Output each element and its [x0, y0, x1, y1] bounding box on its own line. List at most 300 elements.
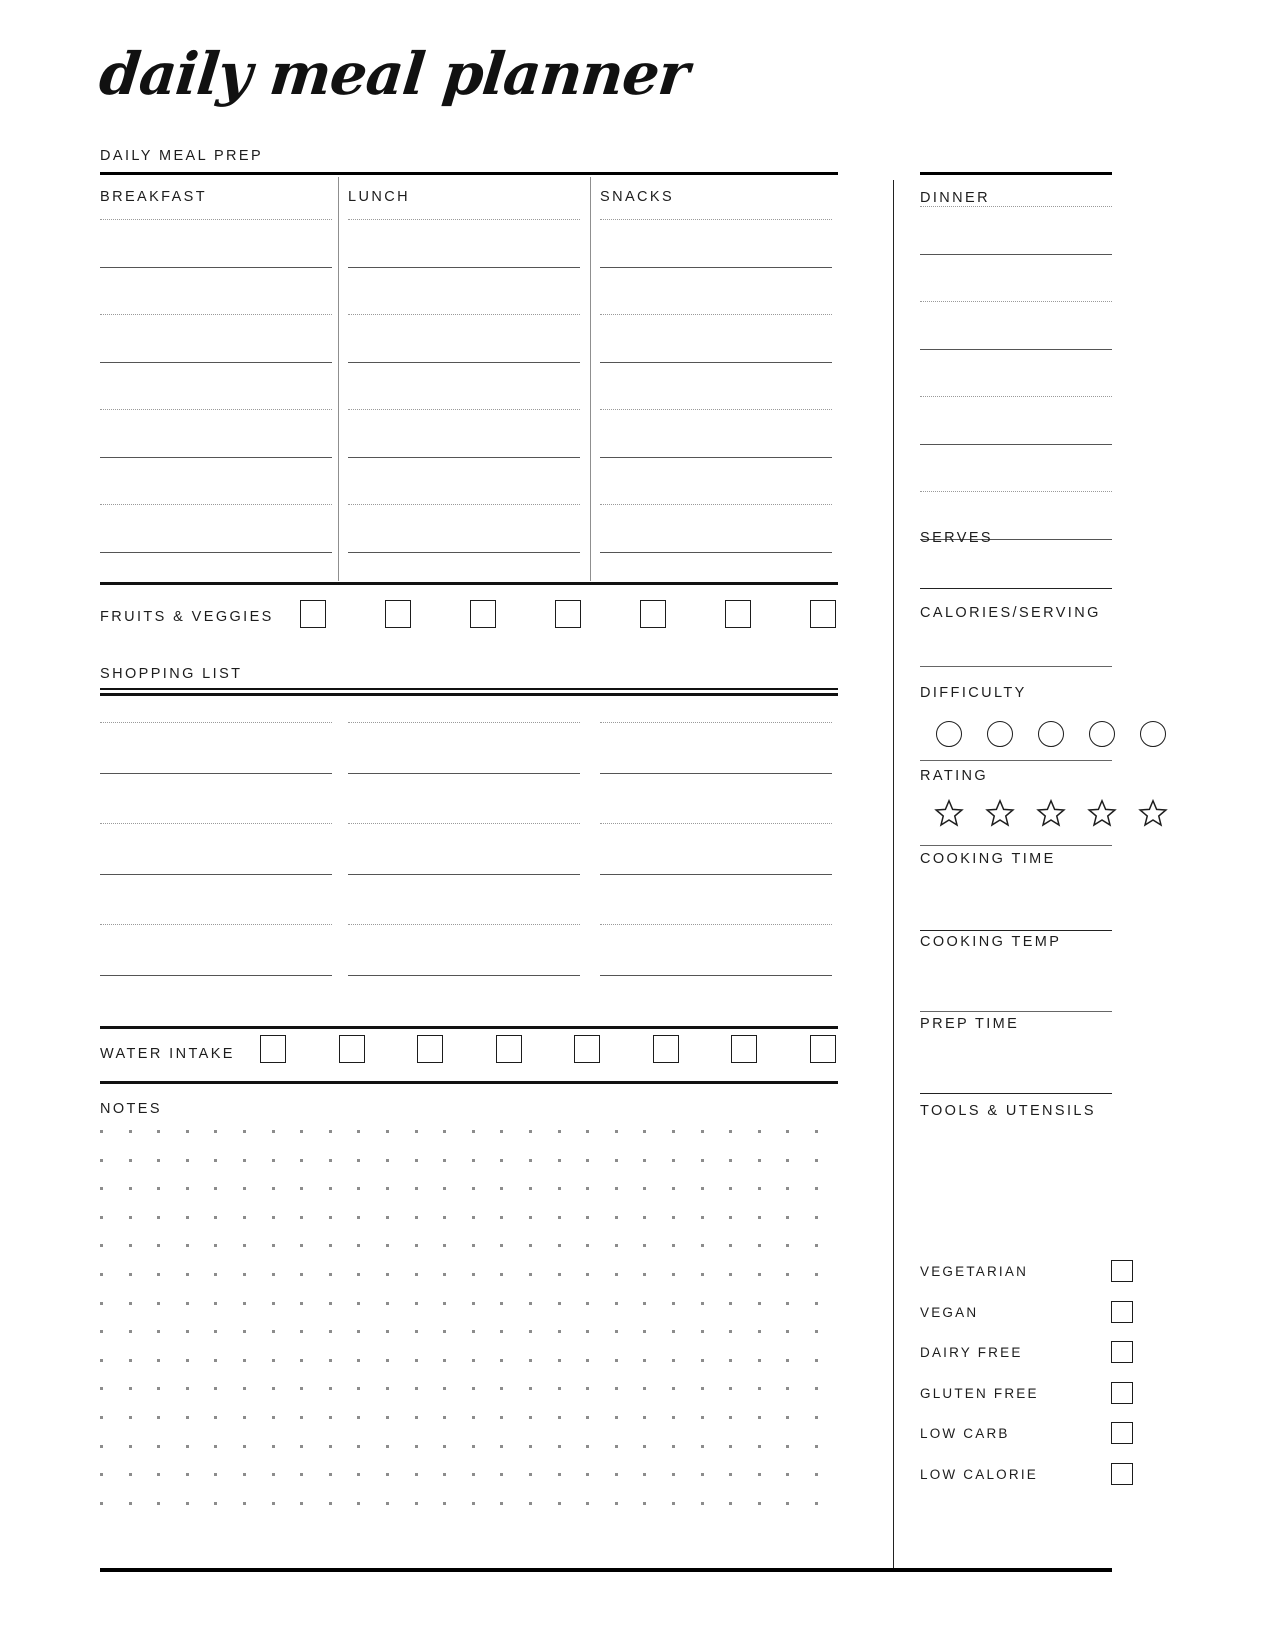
notes-dot [500, 1502, 503, 1505]
notes-dot [100, 1502, 103, 1505]
meal-writing-line-dotted[interactable] [100, 504, 332, 505]
notes-dot [386, 1187, 389, 1190]
notes-dot [357, 1187, 360, 1190]
notes-dot [443, 1416, 446, 1419]
field-separator [920, 588, 1112, 589]
notes-dot [500, 1130, 503, 1133]
notes-dot [129, 1445, 132, 1448]
notes-dot [243, 1359, 246, 1362]
notes-dot [243, 1159, 246, 1162]
notes-dot [443, 1302, 446, 1305]
notes-dot [129, 1216, 132, 1219]
notes-dot [415, 1359, 418, 1362]
difficulty-circle[interactable] [1140, 721, 1166, 747]
meal-writing-line-solid[interactable] [348, 362, 580, 363]
notes-dot [500, 1387, 503, 1390]
notes-dot [615, 1244, 618, 1247]
notes-dot [786, 1244, 789, 1247]
notes-dot [214, 1187, 217, 1190]
notes-dot [329, 1359, 332, 1362]
notes-dot [214, 1330, 217, 1333]
notes-dot [500, 1273, 503, 1276]
notes-dot [529, 1216, 532, 1219]
meal-writing-line-dotted[interactable] [100, 219, 332, 220]
notes-dot [558, 1359, 561, 1362]
notes-dot [157, 1359, 160, 1362]
notes-dot [701, 1216, 704, 1219]
dietary-option-checkbox[interactable] [1111, 1463, 1133, 1485]
notes-dot [357, 1302, 360, 1305]
notes-dot [214, 1416, 217, 1419]
notes-dot [186, 1159, 189, 1162]
field-separator [920, 666, 1112, 667]
fruits-veggies-checkbox[interactable] [640, 600, 666, 628]
notes-dot [272, 1187, 275, 1190]
notes-dot [443, 1187, 446, 1190]
notes-dot [758, 1359, 761, 1362]
fruits-veggies-checkbox[interactable] [725, 600, 751, 628]
notes-dot [415, 1187, 418, 1190]
notes-dot [529, 1330, 532, 1333]
meal-column-divider [338, 177, 339, 581]
notes-dot [701, 1502, 704, 1505]
notes-dot [243, 1502, 246, 1505]
meal-writing-line-dotted[interactable] [348, 219, 580, 220]
notes-dot [815, 1359, 818, 1362]
notes-dot [243, 1473, 246, 1476]
fruits-veggies-checkbox[interactable] [300, 600, 326, 628]
field-separator [920, 1093, 1112, 1094]
water-intake-checkbox[interactable] [810, 1035, 836, 1063]
notes-dot [129, 1473, 132, 1476]
shopping-line-dotted[interactable] [100, 924, 332, 925]
meal-writing-line-solid[interactable] [348, 552, 580, 553]
notes-dot [272, 1387, 275, 1390]
notes-dot [243, 1244, 246, 1247]
notes-dot [157, 1502, 160, 1505]
notes-dot [157, 1330, 160, 1333]
notes-dot [415, 1302, 418, 1305]
meal-writing-line-dotted[interactable] [348, 504, 580, 505]
notes-dot [729, 1416, 732, 1419]
notes-dot [815, 1502, 818, 1505]
notes-dot [357, 1359, 360, 1362]
notes-dot [357, 1130, 360, 1133]
shopping-list-column [600, 696, 832, 1016]
notes-dot [615, 1416, 618, 1419]
notes-dot [472, 1359, 475, 1362]
notes-dot [672, 1502, 675, 1505]
notes-dot [815, 1187, 818, 1190]
notes-dot [472, 1445, 475, 1448]
notes-dot [129, 1273, 132, 1276]
notes-dot [472, 1302, 475, 1305]
shopping-line-dotted[interactable] [100, 823, 332, 824]
notes-dot [243, 1387, 246, 1390]
notes-dot [129, 1130, 132, 1133]
notes-dot [815, 1130, 818, 1133]
dietary-option-checkbox[interactable] [1111, 1422, 1133, 1444]
notes-dot [329, 1416, 332, 1419]
shopping-line-solid[interactable] [600, 975, 832, 976]
water-intake-checkbox[interactable] [339, 1035, 365, 1063]
shopping-line-dotted[interactable] [348, 722, 580, 723]
notes-dot [815, 1473, 818, 1476]
notes-dot [701, 1130, 704, 1133]
dietary-option-row[interactable] [920, 1382, 1112, 1406]
notes-dot [729, 1445, 732, 1448]
dinner-line-solid[interactable] [920, 254, 1112, 255]
notes-dot [186, 1130, 189, 1133]
fruits-veggies-row [100, 598, 838, 638]
meal-column-lunch [348, 175, 580, 581]
notes-dot [329, 1502, 332, 1505]
notes-dot [186, 1502, 189, 1505]
meal-writing-line-solid[interactable] [600, 457, 832, 458]
notes-dot [472, 1502, 475, 1505]
notes-dot [100, 1130, 103, 1133]
shopping-line-solid[interactable] [348, 874, 580, 875]
notes-dot [558, 1387, 561, 1390]
notes-dot [758, 1216, 761, 1219]
notes-dot [615, 1359, 618, 1362]
shopping-line-dotted[interactable] [100, 722, 332, 723]
notes-dot [643, 1416, 646, 1419]
notes-dot [186, 1187, 189, 1190]
calories-per-serving-label: CALORIES/SERVING [920, 605, 1101, 621]
dinner-line-dotted[interactable] [920, 206, 1112, 207]
dinner-line-dotted[interactable] [920, 491, 1112, 492]
notes-dot [529, 1187, 532, 1190]
dietary-option-checkbox[interactable] [1111, 1341, 1133, 1363]
notes-dot [558, 1445, 561, 1448]
notes-dot [815, 1159, 818, 1162]
notes-dot [786, 1387, 789, 1390]
notes-dot [129, 1502, 132, 1505]
rating-star[interactable] [1138, 798, 1168, 828]
water-intake-checkbox[interactable] [496, 1035, 522, 1063]
meal-writing-line-solid[interactable] [600, 267, 832, 268]
shopping-line-dotted[interactable] [600, 924, 832, 925]
notes-dot [386, 1445, 389, 1448]
notes-dot [386, 1130, 389, 1133]
notes-dot [443, 1502, 446, 1505]
notes-dot [443, 1387, 446, 1390]
difficulty-circle[interactable] [1089, 721, 1115, 747]
notes-dot [443, 1130, 446, 1133]
notes-dot [415, 1473, 418, 1476]
notes-dot [300, 1502, 303, 1505]
notes-dot [357, 1473, 360, 1476]
water-intake-label: WATER INTAKE [100, 1046, 235, 1062]
notes-dot [729, 1187, 732, 1190]
notes-dot [214, 1130, 217, 1133]
rating-star[interactable] [985, 798, 1015, 828]
dinner-line-solid[interactable] [920, 349, 1112, 350]
notes-dot [329, 1302, 332, 1305]
notes-dot [443, 1159, 446, 1162]
rating-star[interactable] [1036, 798, 1066, 828]
notes-dot [300, 1359, 303, 1362]
dietary-option-row[interactable] [920, 1422, 1112, 1446]
dinner-line-dotted[interactable] [920, 301, 1112, 302]
notes-dot-grid[interactable] [100, 1130, 838, 1520]
meal-writing-line-solid[interactable] [348, 457, 580, 458]
notes-dot [443, 1473, 446, 1476]
notes-dot [129, 1244, 132, 1247]
fruits-veggies-checkbox[interactable] [470, 600, 496, 628]
notes-dot [643, 1473, 646, 1476]
dietary-option-checkbox[interactable] [1111, 1260, 1133, 1282]
notes-dot [329, 1130, 332, 1133]
notes-dot [386, 1244, 389, 1247]
shopping-list-column [348, 696, 580, 1016]
meal-column-breakfast [100, 175, 332, 581]
notes-dot [672, 1216, 675, 1219]
water-intake-checkbox[interactable] [417, 1035, 443, 1063]
notes-dot [243, 1273, 246, 1276]
notes-dot [815, 1387, 818, 1390]
meal-writing-line-solid[interactable] [600, 552, 832, 553]
notes-dot [243, 1416, 246, 1419]
notes-dot [586, 1387, 589, 1390]
meal-writing-line-solid[interactable] [600, 362, 832, 363]
notes-dot [386, 1330, 389, 1333]
notes-dot [329, 1159, 332, 1162]
meal-writing-line-dotted[interactable] [600, 314, 832, 315]
meal-writing-line-dotted[interactable] [600, 504, 832, 505]
notes-dot [100, 1216, 103, 1219]
notes-dot [701, 1473, 704, 1476]
notes-dot [529, 1159, 532, 1162]
shopping-line-solid[interactable] [100, 874, 332, 875]
notes-dot [558, 1244, 561, 1247]
notes-dot [157, 1187, 160, 1190]
dietary-option-label: VEGETARIAN [920, 1264, 1029, 1279]
meal-writing-line-dotted[interactable] [100, 409, 332, 410]
notes-dot [157, 1130, 160, 1133]
shopping-line-solid[interactable] [600, 874, 832, 875]
water-intake-checkbox[interactable] [260, 1035, 286, 1063]
notes-dot [472, 1416, 475, 1419]
water-intake-checkbox[interactable] [574, 1035, 600, 1063]
water-intake-checkbox[interactable] [731, 1035, 757, 1063]
notes-dot [500, 1445, 503, 1448]
fruits-veggies-top-rule [100, 582, 838, 585]
notes-dot [586, 1273, 589, 1276]
notes-dot [615, 1330, 618, 1333]
notes-dot [672, 1387, 675, 1390]
meal-writing-line-solid[interactable] [348, 267, 580, 268]
notes-dot [558, 1130, 561, 1133]
meal-writing-line-dotted[interactable] [600, 219, 832, 220]
dietary-option-row[interactable] [920, 1301, 1112, 1325]
dietary-option-checkbox[interactable] [1111, 1382, 1133, 1404]
dietary-option-row[interactable] [920, 1463, 1112, 1487]
notes-dot [157, 1445, 160, 1448]
water-intake-checkbox[interactable] [653, 1035, 679, 1063]
meal-writing-line-dotted[interactable] [600, 409, 832, 410]
notes-dot [300, 1130, 303, 1133]
notes-dot [786, 1159, 789, 1162]
dietary-option-checkbox[interactable] [1111, 1301, 1133, 1323]
notes-dot [214, 1273, 217, 1276]
shopping-line-solid[interactable] [100, 773, 332, 774]
shopping-line-dotted[interactable] [348, 823, 580, 824]
notes-dot [643, 1273, 646, 1276]
dietary-option-row[interactable] [920, 1260, 1112, 1284]
notes-dot [758, 1387, 761, 1390]
notes-dot [415, 1273, 418, 1276]
notes-dot [472, 1473, 475, 1476]
notes-dot [300, 1159, 303, 1162]
notes-dot [472, 1216, 475, 1219]
notes-dot [786, 1302, 789, 1305]
notes-dot [729, 1387, 732, 1390]
notes-dot [329, 1473, 332, 1476]
notes-dot [100, 1273, 103, 1276]
notes-dot [386, 1387, 389, 1390]
notes-dot [415, 1244, 418, 1247]
notes-dot [558, 1502, 561, 1505]
notes-dot [129, 1302, 132, 1305]
notes-dot [615, 1216, 618, 1219]
notes-dot [758, 1187, 761, 1190]
notes-dot [586, 1302, 589, 1305]
notes-dot [243, 1330, 246, 1333]
notes-dot [643, 1159, 646, 1162]
daily-meal-prep-label: DAILY MEAL PREP [100, 148, 264, 164]
cooking-time-label: COOKING TIME [920, 851, 1056, 867]
rating-star[interactable] [1087, 798, 1117, 828]
meal-grid [100, 175, 838, 581]
notes-dot [729, 1473, 732, 1476]
difficulty-circle[interactable] [987, 721, 1013, 747]
fruits-veggies-checkbox[interactable] [555, 600, 581, 628]
notes-dot [214, 1302, 217, 1305]
shopping-line-dotted[interactable] [600, 823, 832, 824]
field-separator [920, 930, 1112, 931]
rating-star[interactable] [934, 798, 964, 828]
notes-dot [586, 1416, 589, 1419]
shopping-line-dotted[interactable] [348, 924, 580, 925]
notes-dot [186, 1216, 189, 1219]
meal-writing-line-solid[interactable] [100, 362, 332, 363]
notes-dot [672, 1187, 675, 1190]
notes-dot [729, 1159, 732, 1162]
notes-dot [357, 1273, 360, 1276]
notes-dot [729, 1273, 732, 1276]
notes-dot [643, 1130, 646, 1133]
notes-dot [672, 1159, 675, 1162]
prep-time-label: PREP TIME [920, 1016, 1020, 1032]
notes-dot [415, 1130, 418, 1133]
dinner-top-rule [920, 172, 1112, 175]
notes-dot [615, 1130, 618, 1133]
notes-dot [300, 1187, 303, 1190]
notes-dot [100, 1359, 103, 1362]
notes-dot [214, 1216, 217, 1219]
notes-dot [500, 1159, 503, 1162]
notes-dot [529, 1130, 532, 1133]
shopping-line-dotted[interactable] [600, 722, 832, 723]
notes-dot [443, 1244, 446, 1247]
notes-dot [357, 1387, 360, 1390]
field-separator [920, 1011, 1112, 1012]
difficulty-circle[interactable] [936, 721, 962, 747]
notes-dot [357, 1502, 360, 1505]
left-panel [100, 148, 838, 1570]
meal-writing-line-solid[interactable] [100, 267, 332, 268]
notes-dot [586, 1130, 589, 1133]
notes-dot [500, 1416, 503, 1419]
notes-dot [300, 1216, 303, 1219]
notes-dot [786, 1502, 789, 1505]
notes-dot [786, 1273, 789, 1276]
fruits-veggies-checkbox[interactable] [385, 600, 411, 628]
notes-dot [272, 1359, 275, 1362]
notes-dot [386, 1159, 389, 1162]
meal-writing-line-solid[interactable] [100, 457, 332, 458]
dietary-option-row[interactable] [920, 1341, 1112, 1365]
notes-dot [272, 1302, 275, 1305]
shopping-line-solid[interactable] [100, 975, 332, 976]
notes-dot [815, 1416, 818, 1419]
notes-dot [729, 1502, 732, 1505]
notes-dot [500, 1473, 503, 1476]
meal-writing-line-solid[interactable] [100, 552, 332, 553]
notes-label: NOTES [100, 1101, 162, 1117]
notes-dot [300, 1445, 303, 1448]
notes-dot [329, 1330, 332, 1333]
dietary-option-label: DAIRY FREE [920, 1345, 1023, 1360]
notes-dot [357, 1244, 360, 1247]
notes-dot [100, 1187, 103, 1190]
notes-dot [100, 1387, 103, 1390]
meal-writing-line-dotted[interactable] [348, 409, 580, 410]
notes-dot [672, 1244, 675, 1247]
notes-dot [758, 1244, 761, 1247]
fruits-veggies-checkbox[interactable] [810, 600, 836, 628]
shopping-line-solid[interactable] [600, 773, 832, 774]
notes-dot [186, 1244, 189, 1247]
notes-dot [586, 1330, 589, 1333]
notes-dot [157, 1387, 160, 1390]
notes-dot [758, 1273, 761, 1276]
meal-writing-line-dotted[interactable] [348, 314, 580, 315]
notes-dot [300, 1416, 303, 1419]
notes-dot [586, 1244, 589, 1247]
notes-dot [558, 1473, 561, 1476]
shopping-line-solid[interactable] [348, 975, 580, 976]
dinner-line-solid[interactable] [920, 444, 1112, 445]
notes-dot [272, 1445, 275, 1448]
notes-dot [558, 1302, 561, 1305]
notes-dot [214, 1445, 217, 1448]
notes-dot [243, 1130, 246, 1133]
meal-writing-line-dotted[interactable] [100, 314, 332, 315]
difficulty-circle[interactable] [1038, 721, 1064, 747]
notes-dot [472, 1159, 475, 1162]
notes-dot [272, 1416, 275, 1419]
notes-dot [558, 1159, 561, 1162]
notes-dot [472, 1387, 475, 1390]
shopping-line-solid[interactable] [348, 773, 580, 774]
dinner-line-dotted[interactable] [920, 396, 1112, 397]
panel-divider [893, 180, 894, 1570]
notes-dot [729, 1330, 732, 1333]
notes-dot [300, 1330, 303, 1333]
